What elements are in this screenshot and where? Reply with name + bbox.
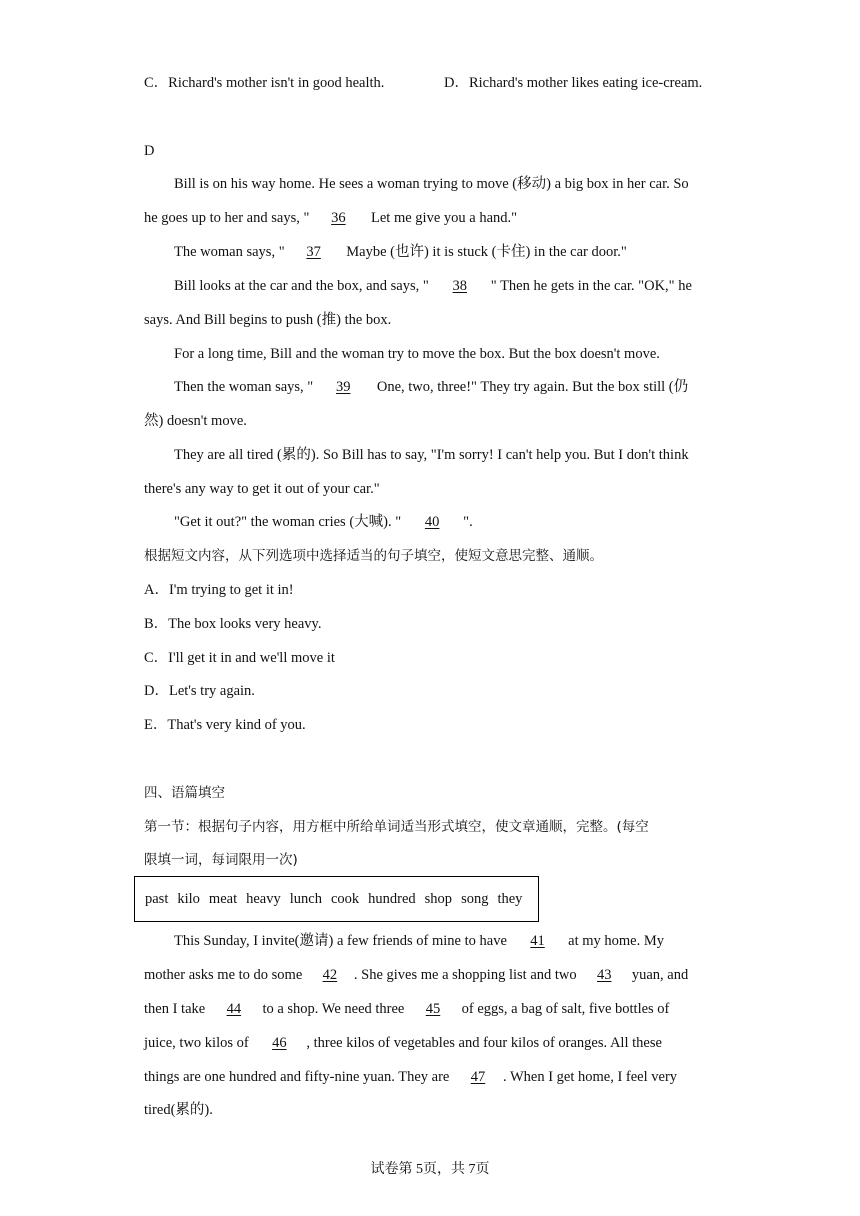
paragraph-line: They are all tired (累的). So Bill has to say, "I'm sorry! I can't help you. But I don't think bbox=[174, 447, 689, 463]
word-bank-item: song bbox=[461, 890, 489, 907]
option-d-prev: D．Richard's mother likes eating ice-cream. bbox=[444, 75, 703, 91]
text-segment: This Sunday, I invite(邀请) a few friends of mine to have bbox=[174, 933, 511, 949]
text-segment: yuan, and bbox=[628, 967, 689, 983]
text-segment: , three kilos of vegetables and four kilos of oranges. All these bbox=[306, 1035, 662, 1051]
section-heading: 四、语篇填空 bbox=[144, 785, 225, 801]
section-d-label: D bbox=[144, 143, 155, 159]
blank-43: 43 bbox=[597, 967, 612, 983]
paragraph-line: For a long time, Bill and the woman try to move the box. But the box doesn't move. bbox=[174, 346, 660, 362]
text-segment: One, two, three!" They try again. But the box still (仍 bbox=[373, 379, 689, 395]
paragraph-line: says. And Bill begins to push (推) the box. bbox=[144, 312, 392, 328]
word-bank-item: past bbox=[145, 890, 169, 907]
word-bank-item: kilo bbox=[177, 890, 200, 907]
word-bank-item: cook bbox=[330, 890, 360, 907]
page-footer: 试卷第 5页，共 7页 bbox=[370, 1162, 490, 1177]
blank-44: 44 bbox=[226, 1001, 242, 1017]
text-segment: Bill looks at the car and the box, and says, " bbox=[174, 278, 429, 294]
word-bank-item: heavy bbox=[246, 890, 281, 907]
blank-38: 38 bbox=[452, 278, 468, 294]
text-segment: "Get it out?" the woman cries (大喊). " bbox=[174, 514, 402, 530]
instruction-text: 根据短文内容，从下列选项中选择适当的句子填空，使短文意思完整、通顺。 bbox=[144, 548, 603, 564]
blank-45: 45 bbox=[425, 1001, 441, 1017]
text-segment: to a shop. We need three bbox=[258, 1001, 408, 1017]
paragraph-line bbox=[144, 1067, 677, 1087]
blank-37: 37 bbox=[306, 244, 321, 260]
text-segment: ". bbox=[463, 514, 473, 530]
text-segment: . She gives me a shopping list and two bbox=[353, 967, 581, 983]
paragraph-line bbox=[174, 377, 688, 397]
paragraph-line bbox=[144, 965, 688, 985]
text-segment: juice, two kilos of bbox=[144, 1035, 253, 1051]
blank-36: 36 bbox=[331, 210, 346, 226]
text-segment: The woman says, " bbox=[174, 244, 285, 260]
paragraph-line bbox=[144, 1033, 662, 1053]
text-segment: " Then he gets in the car. "OK," he bbox=[490, 278, 692, 294]
word-bank-item: hundred bbox=[368, 890, 416, 907]
text-segment: of eggs, a bag of salt, five bottles of bbox=[457, 1001, 670, 1017]
answer-option: C．I'll get it in and we'll move it bbox=[144, 650, 335, 666]
paragraph-line bbox=[174, 242, 627, 262]
paragraph-line bbox=[174, 512, 473, 532]
blank-39: 39 bbox=[335, 379, 351, 395]
text-segment: mother asks me to do some bbox=[144, 967, 306, 983]
word-bank-item: shop bbox=[424, 890, 453, 907]
paragraph-line bbox=[144, 999, 669, 1019]
paragraph-line: Bill is on his way home. He sees a woman trying to move (移动) a big box in her car. So bbox=[174, 176, 689, 192]
text-segment: Then the woman says, " bbox=[174, 379, 314, 395]
paragraph-line bbox=[144, 208, 517, 228]
text-segment: . When I get home, I feel very bbox=[502, 1069, 678, 1085]
text-segment: Maybe (也许) it is stuck (卡住) in the car door." bbox=[342, 244, 627, 260]
paragraph-line: tired(累的). bbox=[144, 1102, 213, 1118]
text-segment: then I take bbox=[144, 1001, 209, 1017]
text-segment: at my home. My bbox=[564, 933, 664, 949]
blank-41: 41 bbox=[530, 933, 545, 949]
word-bank-item: they bbox=[497, 890, 523, 907]
answer-option: E．That's very kind of you. bbox=[144, 717, 306, 733]
blank-42: 42 bbox=[322, 967, 338, 983]
blank-46: 46 bbox=[272, 1035, 287, 1051]
word-bank-item: meat bbox=[208, 890, 238, 907]
word-bank-item: lunch bbox=[289, 890, 322, 907]
paragraph-line bbox=[174, 276, 692, 296]
text-segment: Let me give you a hand." bbox=[367, 210, 518, 226]
instruction-text: 第一节：根据句子内容，用方框中所给单词适当形式填空，使文章通顺，完整。(每空 bbox=[144, 819, 649, 835]
blank-47: 47 bbox=[470, 1069, 486, 1085]
text-segment: he goes up to her and says, " bbox=[144, 210, 310, 226]
answer-option: D．Let's try again. bbox=[144, 683, 255, 699]
word-bank-box bbox=[134, 876, 539, 922]
option-c-prev: C．Richard's mother isn't in good health. bbox=[144, 75, 385, 91]
paragraph-line: there's any way to get it out of your car." bbox=[144, 481, 380, 497]
answer-option: B．The box looks very heavy. bbox=[144, 616, 322, 632]
answer-option: A．I'm trying to get it in! bbox=[144, 582, 294, 598]
instruction-text: 限填一词，每词限用一次) bbox=[144, 852, 298, 868]
text-segment: things are one hundred and fifty-nine yuan. They are bbox=[144, 1069, 453, 1085]
paragraph-line bbox=[174, 931, 664, 951]
paragraph-line: 然) doesn't move. bbox=[144, 413, 247, 429]
blank-40: 40 bbox=[424, 514, 440, 530]
